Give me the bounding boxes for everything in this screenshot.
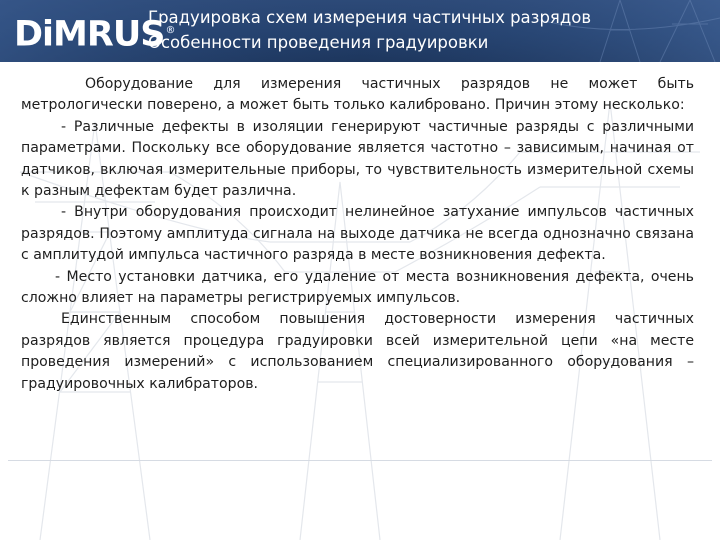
dimrus-logo: DiMRUS® <box>14 14 175 55</box>
slide-body <box>21 74 694 395</box>
paragraph-sensor-location: - Место установки датчика, его удаление от места возникновения дефекта, очень сложно влияет на параметры регистрируемых импульсов. <box>21 268 694 307</box>
bottom-divider <box>8 460 712 461</box>
paragraph-conclusion: Единственным способом повышения достоверности измерения частичных разрядов является процедура градуировки всей измерительной цепи «на месте проведения измерений» с использованием специализированного оборудования – градуировочных калибраторов. <box>21 311 694 392</box>
paragraph-attenuation: - Внутри оборудования происходит нелинейное затухание импульсов частичных разрядов. Поэтому амплитуда сигнала на выходе датчика не всегда однозначно связана с амплитудой импульса частичного разряда в месте возникновения дефекта. <box>21 204 694 264</box>
slide-title: Градуировка схем измерения частичных разрядов <box>148 8 592 27</box>
paragraph-intro: Оборудование для измерения частичных разрядов не может быть метрологически поверено, а может быть только калибровано. Причин этому несколько: <box>21 76 694 114</box>
paragraph-defects: - Различные дефекты в изоляции генерируют частичные разряды с различными параметрами. Поскольку все оборудование является частотно – зависимым, начиная от датчиков, включая измерительные приборы, то чувствительность измерительной схемы к разным дефектам будет различна. <box>21 118 694 200</box>
slide-subtitle: Особенности проведения градуировки <box>148 33 489 52</box>
header-band <box>0 0 720 62</box>
